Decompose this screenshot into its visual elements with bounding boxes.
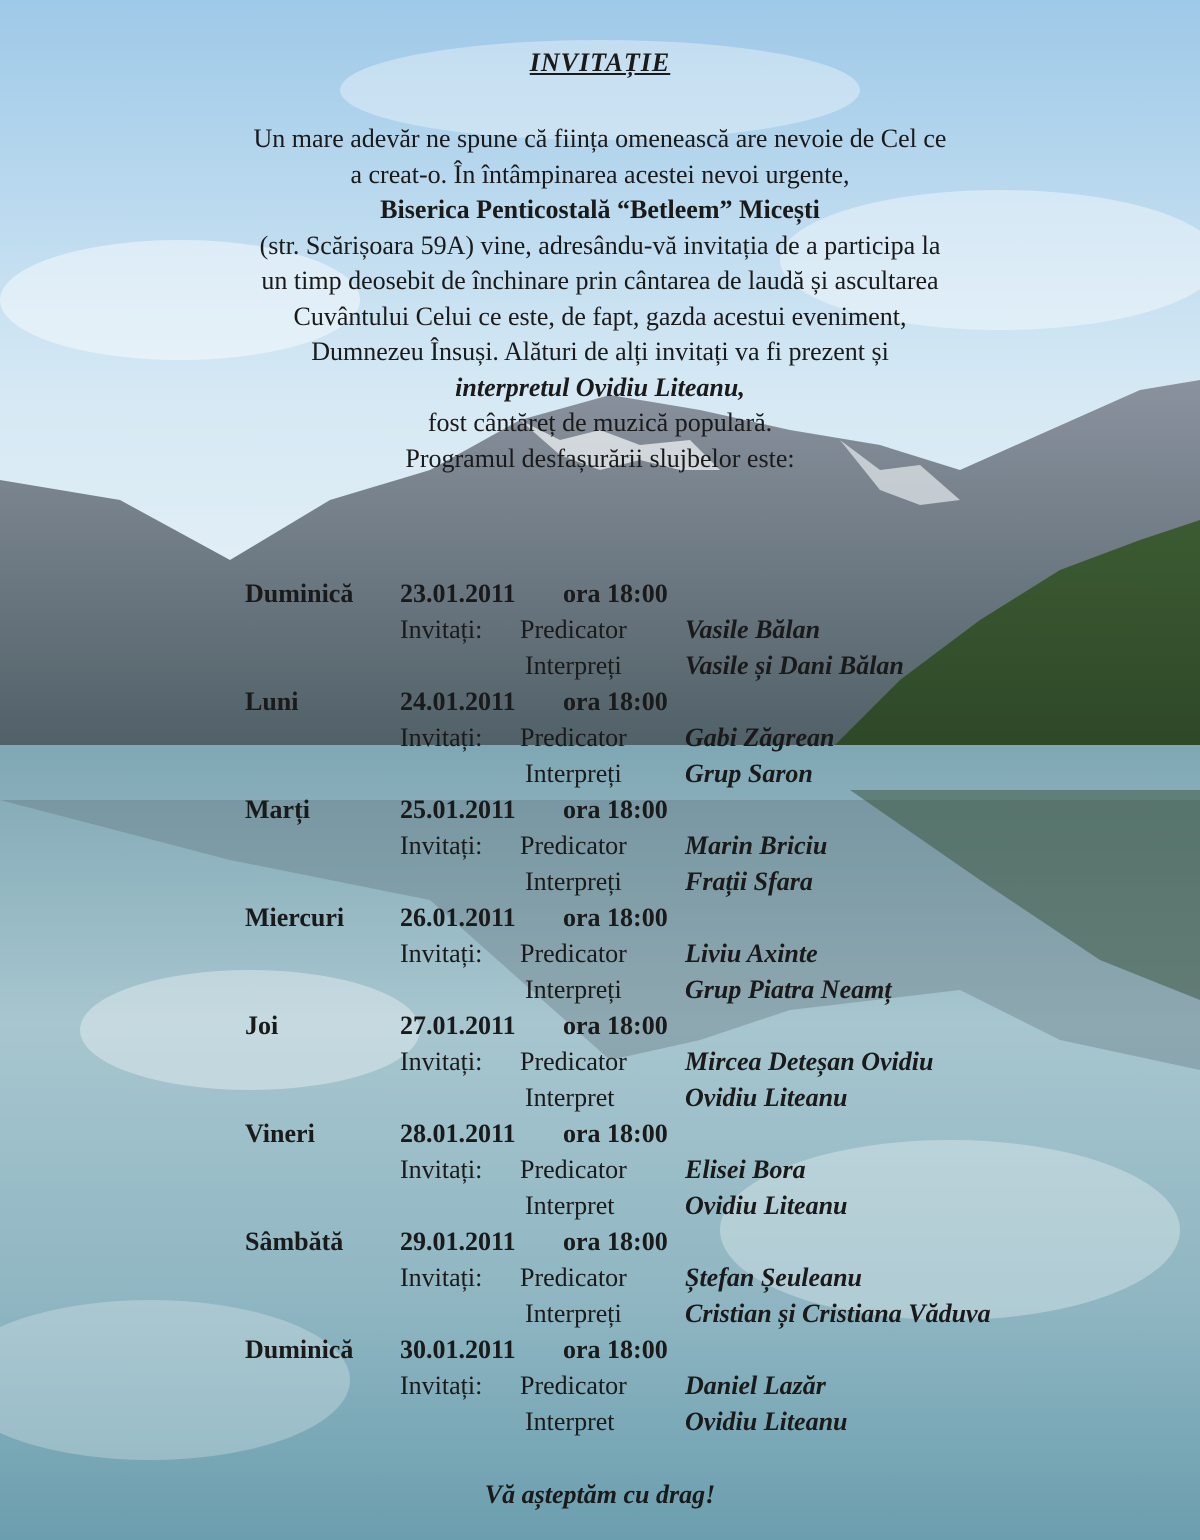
- schedule-day: Duminică: [245, 579, 354, 608]
- invited-label: Invitați:: [400, 1047, 483, 1076]
- performer-name: Ovidiu Liteanu: [685, 1191, 848, 1220]
- schedule-date: 24.01.2011: [400, 687, 516, 716]
- intro-line: Un mare adevăr ne spune că ființa omenească are nevoie de Cel ce: [253, 124, 947, 153]
- preacher-name: Daniel Lazăr: [685, 1371, 826, 1400]
- schedule-day: Miercuri: [245, 903, 345, 932]
- schedule-day-row: [245, 792, 1105, 828]
- invited-label: Invitați:: [400, 723, 483, 752]
- performer-name: Grup Saron: [685, 759, 813, 788]
- schedule-time: ora 18:00: [563, 1011, 668, 1040]
- performer-role: Interpreți: [525, 975, 622, 1004]
- preacher-role: Predicator: [520, 939, 627, 968]
- performer-role: Interpreți: [525, 1299, 622, 1328]
- schedule-preacher-row: [245, 1368, 1105, 1404]
- schedule-preacher-row: [245, 936, 1105, 972]
- schedule-performer-row: [245, 1080, 1105, 1116]
- schedule-date: 26.01.2011: [400, 903, 516, 932]
- schedule-time: ora 18:00: [563, 1335, 668, 1364]
- schedule-day: Luni: [245, 687, 299, 716]
- schedule-performer-row: [245, 1404, 1105, 1440]
- schedule-performer-row: [245, 1296, 1105, 1332]
- intro-line: Cuvântului Celui ce este, de fapt, gazda acestui eveniment,: [293, 301, 907, 331]
- intro-paragraph: [0, 121, 1200, 476]
- page-title: INVITAȚIE: [529, 48, 671, 77]
- schedule-time: ora 18:00: [563, 579, 668, 608]
- schedule-performer-row: [245, 864, 1105, 900]
- intro-line: a creat-o. În întâmpinarea acestei nevoi urgente,: [350, 159, 850, 189]
- schedule-performer-row: [245, 648, 1105, 684]
- preacher-role: Predicator: [520, 1371, 627, 1400]
- schedule-time: ora 18:00: [563, 687, 668, 716]
- schedule-day-row: [245, 576, 1105, 612]
- preacher-name: Ștefan Șeuleanu: [685, 1263, 862, 1292]
- intro-line: un timp deosebit de închinare prin cântarea de laudă și ascultarea: [261, 266, 939, 295]
- schedule-preacher-row: [245, 1260, 1105, 1296]
- schedule-preacher-row: [245, 720, 1105, 756]
- performer-name: Ovidiu Liteanu: [685, 1407, 848, 1436]
- closing-message: Vă așteptăm cu drag!: [484, 1480, 716, 1509]
- schedule-day-row: [245, 684, 1105, 720]
- schedule-list: [245, 576, 1105, 1440]
- schedule-time: ora 18:00: [563, 903, 668, 932]
- performer-role: Interpreți: [525, 867, 622, 896]
- schedule-day-row: [245, 1008, 1105, 1044]
- schedule-performer-row: [245, 756, 1105, 792]
- performer-name: Grup Piatra Neamț: [685, 975, 892, 1004]
- schedule-date: 23.01.2011: [400, 579, 516, 608]
- invited-label: Invitați:: [400, 615, 483, 644]
- performer-role: Interpreți: [525, 759, 622, 788]
- schedule-day: Vineri: [245, 1119, 315, 1148]
- preacher-role: Predicator: [520, 1155, 627, 1184]
- featured-performer: interpretul Ovidiu Liteanu,: [455, 372, 745, 402]
- schedule-date: 30.01.2011: [400, 1335, 516, 1364]
- preacher-role: Predicator: [520, 615, 627, 644]
- schedule-day: Joi: [245, 1011, 279, 1040]
- schedule-preacher-row: [245, 828, 1105, 864]
- schedule-day: Sâmbătă: [245, 1227, 344, 1256]
- preacher-role: Predicator: [520, 1047, 627, 1076]
- invited-label: Invitați:: [400, 1155, 483, 1184]
- performer-role: Interpreți: [525, 651, 622, 680]
- schedule-day-row: [245, 1224, 1105, 1260]
- intro-line: (str. Scărișoara 59A) vine, adresându-vă invitația de a participa la: [259, 230, 941, 260]
- preacher-name: Liviu Axinte: [685, 939, 818, 968]
- performer-name: Vasile și Dani Bălan: [685, 651, 904, 680]
- schedule-preacher-row: [245, 1152, 1105, 1188]
- schedule-date: 28.01.2011: [400, 1119, 516, 1148]
- invited-label: Invitați:: [400, 939, 483, 968]
- schedule-date: 27.01.2011: [400, 1011, 516, 1040]
- preacher-name: Elisei Bora: [685, 1155, 806, 1184]
- schedule-preacher-row: [245, 612, 1105, 648]
- performer-role: Interpret: [525, 1191, 615, 1220]
- preacher-role: Predicator: [520, 1263, 627, 1292]
- schedule-time: ora 18:00: [563, 795, 668, 824]
- performer-name: Frații Sfara: [685, 867, 813, 896]
- preacher-name: Gabi Zăgrean: [685, 723, 835, 752]
- schedule-day-row: [245, 1332, 1105, 1368]
- preacher-name: Mircea Deteșan Ovidiu: [685, 1047, 934, 1076]
- schedule-day-row: [245, 900, 1105, 936]
- preacher-role: Predicator: [520, 723, 627, 752]
- church-name: Biserica Penticostală “Betleem” Micești: [380, 195, 820, 224]
- invited-label: Invitați:: [400, 831, 483, 860]
- preacher-name: Vasile Bălan: [685, 615, 821, 644]
- schedule-performer-row: [245, 1188, 1105, 1224]
- schedule-day: Duminică: [245, 1335, 354, 1364]
- intro-line: Dumnezeu Însuși. Alături de alți invitați va fi prezent și: [311, 337, 889, 366]
- schedule-time: ora 18:00: [563, 1119, 668, 1148]
- preacher-role: Predicator: [520, 831, 627, 860]
- performer-role: Interpret: [525, 1407, 615, 1436]
- invited-label: Invitați:: [400, 1371, 483, 1400]
- schedule-preacher-row: [245, 1044, 1105, 1080]
- intro-line: fost cântăreț de muzică populară.: [427, 408, 773, 437]
- schedule-date: 25.01.2011: [400, 795, 516, 824]
- invited-label: Invitați:: [400, 1263, 483, 1292]
- schedule-performer-row: [245, 972, 1105, 1008]
- schedule-date: 29.01.2011: [400, 1227, 516, 1256]
- schedule-day: Marți: [245, 795, 310, 824]
- intro-line: Programul desfașurării slujbelor este:: [405, 443, 795, 473]
- performer-name: Ovidiu Liteanu: [685, 1083, 848, 1112]
- schedule-time: ora 18:00: [563, 1227, 668, 1256]
- performer-role: Interpret: [525, 1083, 615, 1112]
- performer-name: Cristian și Cristiana Văduva: [685, 1299, 991, 1328]
- schedule-day-row: [245, 1116, 1105, 1152]
- preacher-name: Marin Briciu: [685, 831, 828, 860]
